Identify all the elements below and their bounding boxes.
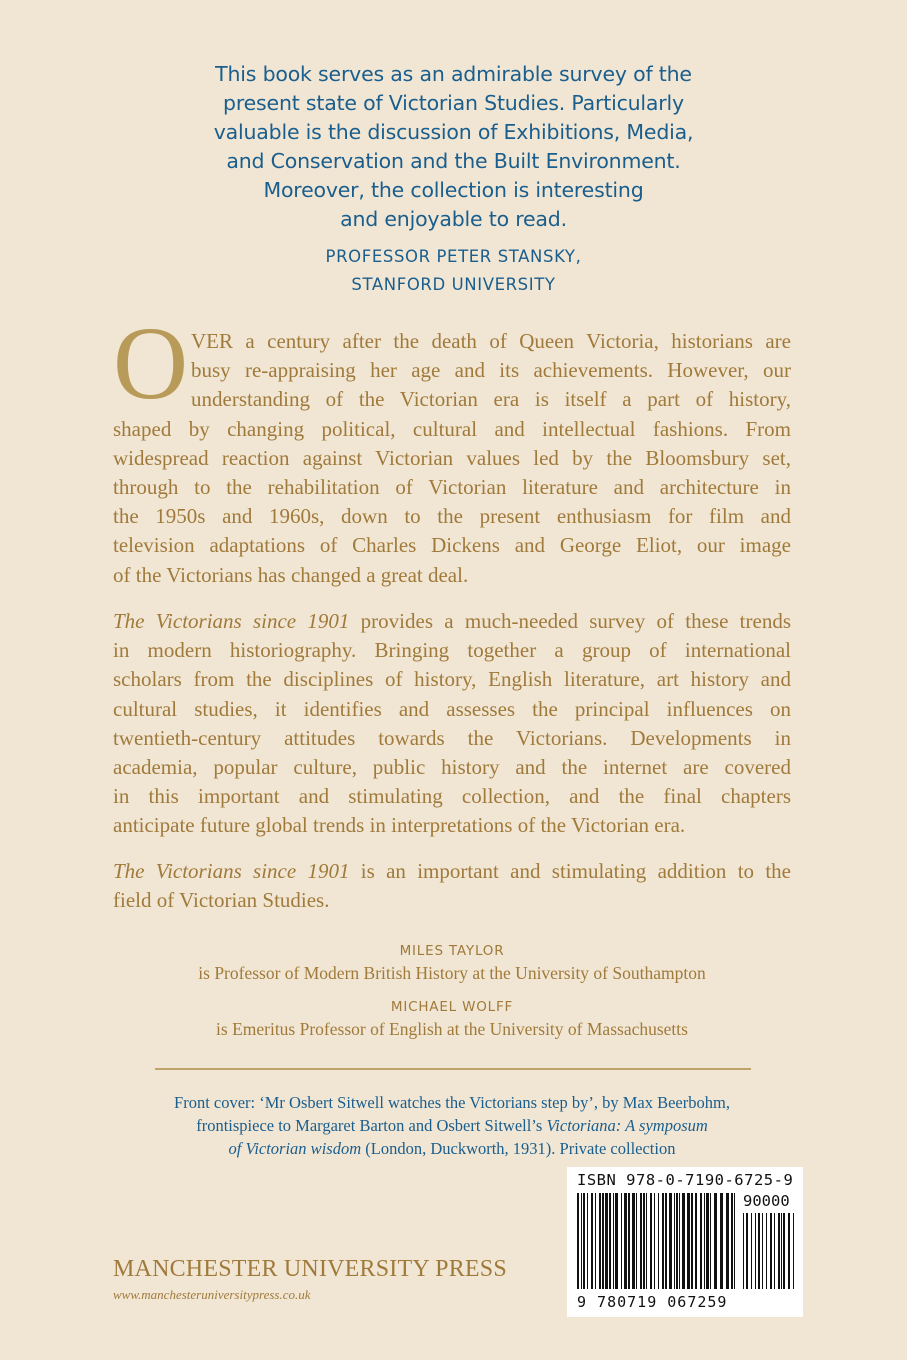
barcode-addon-bar: [762, 1213, 763, 1289]
attribution-line: PROFESSOR PETER STANSKY,: [325, 247, 582, 266]
barcode-bar: [710, 1193, 711, 1289]
barcode-bar: [624, 1193, 627, 1289]
author-miles-taylor: [113, 940, 791, 984]
barcode-bar: [577, 1193, 579, 1289]
drop-cap: O: [113, 306, 189, 421]
barcode-bar: [640, 1193, 642, 1289]
quote-line: present state of Victorian Studies. Particularly: [223, 91, 684, 115]
barcode-bar: [695, 1193, 697, 1289]
barcode-addon-bar: [743, 1213, 744, 1289]
paragraph-line: scholars from the disciplines of history, English literature, art history and: [113, 667, 791, 692]
credit-text: frontispiece to Margaret Barton and Osbert Sitwell’s: [196, 1116, 547, 1135]
barcode-bar: [700, 1193, 702, 1289]
publisher-url[interactable]: www.manchesteruniversitypress.co.uk: [113, 1287, 311, 1302]
barcode-bar: [605, 1193, 608, 1289]
barcode-bar: [726, 1193, 729, 1289]
barcode-bar: [621, 1193, 622, 1289]
barcode-bar: [691, 1193, 693, 1289]
barcode-bar: [632, 1193, 635, 1289]
barcode-bar: [602, 1193, 604, 1289]
review-quote: [150, 60, 757, 234]
credit-text: (London, Duckworth, 1931). Private collection: [361, 1139, 676, 1158]
barcode-addon-bar: [766, 1213, 767, 1289]
barcode-bar: [676, 1193, 678, 1289]
isbn-text: ISBN 978-0-7190-6725-9: [577, 1171, 794, 1189]
barcode-bar: [706, 1193, 709, 1289]
barcode-addon-bar: [751, 1213, 752, 1289]
quote-attribution: [150, 243, 757, 299]
paragraph-line: in modern historiography. Bringing together a group of international: [113, 638, 791, 663]
barcode-bar: [595, 1193, 596, 1289]
quote-line: This book serves as an admirable survey of the: [215, 62, 692, 86]
barcode-bar: [613, 1193, 614, 1289]
barcode-bar: [599, 1193, 601, 1289]
barcode-bar: [609, 1193, 611, 1289]
cover-credit: [113, 1091, 791, 1160]
barcode-bar: [662, 1193, 664, 1289]
barcode-bar: [682, 1193, 685, 1289]
barcode-addon-bar: [783, 1213, 785, 1289]
barcode-addon-bar: [758, 1213, 760, 1289]
paragraph-line: cultural studies, it identifies and assesses the principal influences on: [113, 696, 791, 721]
barcode-addon-bar: [778, 1213, 780, 1289]
barcode-addon-bar: [793, 1213, 794, 1289]
author-michael-wolff: [113, 996, 791, 1040]
paragraph-line: field of Victorian Studies.: [113, 888, 330, 913]
book-title-italic: The Victorians since 1901: [113, 609, 350, 633]
barcode-addon-bar: [746, 1213, 748, 1289]
paragraph-line: in this important and stimulating collection, and the final chapters: [113, 784, 791, 809]
quote-line: Moreover, the collection is interesting: [263, 178, 644, 202]
barcode-bar: [704, 1193, 705, 1289]
barcode-digits: 9 780719 067259: [577, 1293, 728, 1311]
barcode-addon-bar: [781, 1213, 782, 1289]
barcode-addon-bar: [770, 1213, 772, 1289]
paragraph-text: is an important and stimulating addition to the: [349, 859, 791, 883]
author-description: is Emeritus Professor of English at the University of Massachusetts: [216, 1019, 688, 1039]
isbn-barcode: [567, 1167, 803, 1317]
paragraph-line: of the Victorians has changed a great deal.: [113, 562, 469, 587]
paragraph-line: television adaptations of Charles Dickens and George Eliot, our image: [113, 533, 791, 558]
barcode-bar: [654, 1193, 655, 1289]
description-paragraph-3: [113, 857, 791, 915]
barcode-bar: [636, 1193, 637, 1289]
publisher-name: MANCHESTER UNIVERSITY PRESS: [113, 1256, 507, 1282]
paragraph-line: shaped by changing political, cultural and intellectual fashions. From: [113, 416, 791, 441]
barcode-bar: [615, 1193, 618, 1289]
barcode-bar: [679, 1193, 680, 1289]
author-description: is Professor of Modern British History at the University of Southampton: [198, 963, 706, 983]
paragraph-line: anticipate future global trends in interpretations of the Victorian era.: [113, 813, 686, 838]
barcode-bar: [587, 1193, 588, 1289]
paragraph-line: busy re-appraising her age and its achievements. However, our: [191, 358, 791, 383]
paragraph-line: twentieth-century attitudes towards the Victorians. Developments in: [113, 725, 791, 750]
barcode-bar: [658, 1193, 659, 1289]
paragraph-line: the 1950s and 1960s, down to the present enthusiasm for film and: [113, 504, 791, 529]
paragraph-line: widespread reaction against Victorian values led by the Bloomsbury set,: [113, 445, 791, 470]
credit-line: Front cover: ‘Mr Osbert Sitwell watches the Victorians step by’, by Max Beerbohm,: [174, 1093, 730, 1112]
barcode-bar: [669, 1193, 672, 1289]
paragraph-line: through to the rehabilitation of Victorian literature and architecture in: [113, 474, 791, 499]
barcode-addon-number: 90000: [743, 1192, 790, 1210]
credit-line: [113, 1137, 791, 1160]
barcode-bar: [646, 1193, 647, 1289]
barcode-bar: [591, 1193, 593, 1289]
paragraph-line: academia, popular culture, public history and the internet are covered: [113, 754, 791, 779]
paragraph-line: [113, 857, 791, 886]
divider-rule: [155, 1068, 751, 1070]
barcode-bar: [665, 1193, 667, 1289]
credit-title-italic: Victoriana: A symposum: [546, 1116, 708, 1135]
description-paragraph-2: [113, 607, 791, 841]
author-name: MILES TAYLOR: [399, 943, 505, 959]
attribution-line: STANFORD UNIVERSITY: [351, 275, 556, 294]
credit-title-italic: of Victorian wisdom: [228, 1139, 362, 1158]
paragraph-line: [113, 607, 791, 636]
author-name: MICHAEL WOLFF: [390, 999, 514, 1015]
barcode-bar: [714, 1193, 717, 1289]
description-paragraph-1: [113, 327, 791, 590]
barcode-bar: [674, 1193, 675, 1289]
quote-line: and Conservation and the Built Environment.: [226, 149, 681, 173]
barcode-bar: [687, 1193, 690, 1289]
barcode-bar: [650, 1193, 652, 1289]
quote-line: valuable is the discussion of Exhibitions, Media,: [213, 120, 694, 144]
quote-line: and enjoyable to read.: [340, 207, 567, 231]
barcode-bar: [734, 1193, 735, 1289]
barcode-bar: [581, 1193, 582, 1289]
barcode-bars: [575, 1193, 797, 1295]
paragraph-text: provides a much-needed survey of these trends: [349, 609, 791, 633]
barcode-bar: [643, 1193, 645, 1289]
credit-line: [113, 1114, 791, 1137]
barcode-bar: [583, 1193, 585, 1289]
paragraph-line: understanding of the Victorian era is itself a part of history,: [191, 387, 791, 412]
barcode-bar: [731, 1193, 733, 1289]
barcode-bar: [628, 1193, 630, 1289]
barcode-addon-bar: [788, 1213, 790, 1289]
paragraph-line: VER a century after the death of Queen Victoria, historians are: [191, 329, 791, 353]
barcode-bar: [720, 1193, 723, 1289]
barcode-addon-bar: [755, 1213, 756, 1289]
book-title-italic: The Victorians since 1901: [113, 859, 350, 883]
barcode-addon-bar: [774, 1213, 775, 1289]
